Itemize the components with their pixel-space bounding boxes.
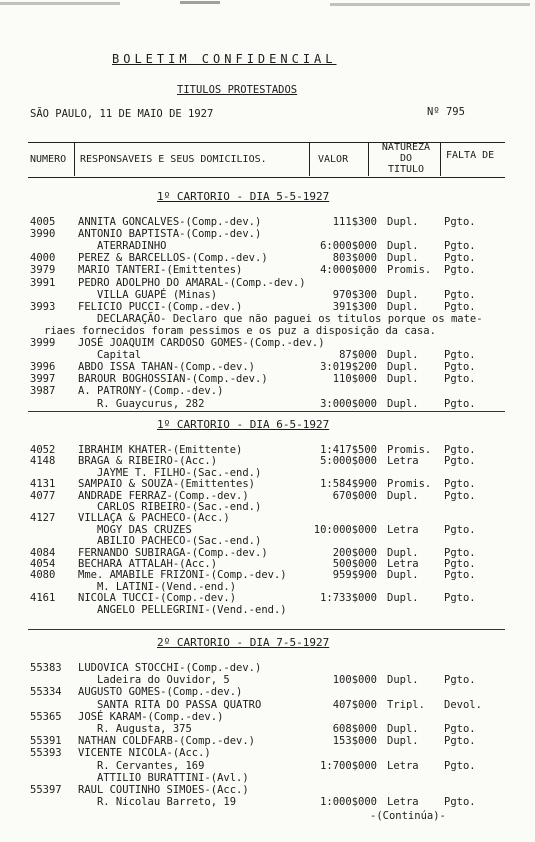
- row-number: 55393: [30, 747, 62, 760]
- row-number: 3991: [30, 276, 56, 289]
- row-falta: Pgto.: [444, 444, 476, 456]
- row-natureza: Dupl.: [387, 723, 419, 735]
- row-responsavel: IBRAHIM KHATER-(Emittente): [78, 444, 243, 456]
- row-falta: Pgto.: [444, 759, 476, 772]
- header-natureza: NATUREZA DO TITULO: [381, 142, 431, 175]
- row-responsavel: PEDRO ADOLPHO DO AMARAL-(Comp.-dev.): [78, 276, 306, 289]
- row-responsavel: ANNITA GONCALVES-(Comp.-dev.): [78, 216, 262, 228]
- row-responsavel: MOGY DAS CRUZES: [78, 523, 192, 536]
- row-number: 4052: [30, 444, 56, 456]
- row-valor: 1:417$500: [320, 444, 377, 456]
- row-responsavel: NICOLA TUCCI-(Comp.-dev.): [78, 592, 237, 605]
- row-responsavel: R. Cervantes, 169: [78, 759, 205, 772]
- row-responsavel: M. LATINI-(Vend.-end.): [78, 580, 237, 593]
- row-valor: 10:000$000: [313, 523, 377, 536]
- row-valor: 200$000: [332, 546, 377, 559]
- row-valor: 670$000: [332, 489, 377, 502]
- scan-edge-noise: [0, 0, 535, 10]
- row-natureza: Letra: [387, 455, 419, 468]
- row-falta: Pgto.: [444, 288, 476, 301]
- row-number: 4161: [30, 592, 56, 605]
- row-falta: Pgto.: [444, 252, 476, 265]
- row-falta: Pgto.: [444, 373, 476, 386]
- row-natureza: Dupl.: [387, 569, 419, 582]
- row-responsavel: SANTA RITA DO PASSA QUATRO: [78, 698, 262, 711]
- row-responsavel: RAUL COUTINHO SIMOES-(Acc.): [78, 784, 249, 796]
- document-title: BOLETIM CONFIDENCIAL: [112, 52, 337, 66]
- row-natureza: Dupl.: [387, 489, 419, 502]
- row-natureza: Letra: [387, 558, 419, 570]
- row-natureza: Dupl.: [387, 373, 419, 386]
- row-valor: 110$000: [332, 373, 377, 386]
- row-falta: Pgto.: [444, 569, 476, 582]
- row-number: 4000: [30, 252, 56, 265]
- row-falta: Pgto.: [444, 397, 476, 410]
- row-number: 4077: [30, 489, 56, 502]
- continua-note: -(Continúa)-: [370, 810, 446, 822]
- row-falta: Pgto.: [444, 349, 476, 362]
- row-responsavel: AUGUSTO GOMES-(Comp.-dev.): [78, 686, 243, 699]
- row-number: 55383: [30, 662, 62, 674]
- row-falta: Pgto.: [444, 478, 476, 491]
- header-numero: NUMERO: [30, 154, 67, 165]
- row-valor: 3:019$200: [320, 361, 377, 374]
- row-falta: Pgto.: [444, 455, 476, 468]
- row-responsavel: Ladeira do Ouvidor, 5: [78, 674, 230, 687]
- row-valor: 111$300: [332, 216, 377, 228]
- section-heading: 2º CARTORIO - DIA 7-5-1927: [157, 636, 330, 649]
- row-responsavel: JAYME T. FILHO-(Sac.-end.): [78, 466, 262, 479]
- row-responsavel: BRAGA & RIBEIRO-(Acc.): [78, 455, 218, 468]
- row-falta: Pgto.: [444, 361, 476, 374]
- row-responsavel: ANGELO PELLEGRINI-(Vend.-end.): [78, 603, 287, 616]
- row-responsavel: PEREZ & BARCELLOS-(Comp.-dev.): [78, 252, 268, 265]
- row-responsavel: ABDO ISSA TAHAN-(Comp.-dev.): [78, 361, 256, 374]
- row-valor: 1:700$000: [320, 759, 377, 772]
- row-valor: 1:000$000: [320, 796, 377, 809]
- header-divider: [309, 142, 310, 176]
- row-natureza: Promis.: [387, 264, 432, 277]
- row-valor: 959$900: [332, 569, 377, 582]
- section-rule: [28, 629, 505, 630]
- row-falta: Pgto.: [444, 546, 476, 559]
- header-falta: FALTA DE: [446, 150, 495, 161]
- row-responsavel: ATTILIO BURATTINI-(Avl.): [78, 771, 249, 784]
- row-falta: Pgto.: [444, 300, 476, 313]
- row-responsavel: ATERRADINHO: [78, 240, 167, 253]
- row-natureza: Dupl.: [387, 674, 419, 687]
- row-number: 4005: [30, 216, 56, 228]
- row-natureza: Dupl.: [387, 252, 419, 265]
- section-rule: [28, 411, 505, 412]
- row-natureza: Letra: [387, 796, 419, 809]
- row-number: 3996: [30, 361, 56, 374]
- row-falta: Pgto.: [444, 216, 476, 228]
- row-falta: Devol.: [444, 698, 482, 711]
- header-responsaveis: RESPONSAVEIS E SEUS DOMICILIOS.: [80, 154, 267, 165]
- row-number: 4131: [30, 478, 56, 491]
- row-responsavel: JOSÉ KARAM-(Comp.-dev.): [78, 710, 224, 723]
- row-responsavel: Capital: [78, 349, 142, 362]
- row-valor: 5:000$000: [320, 455, 377, 468]
- row-falta: Pgto.: [444, 592, 476, 605]
- section-heading: 1º CARTORIO - DIA 5-5-1927: [157, 190, 330, 203]
- issue-number: Nº 795: [427, 106, 465, 118]
- row-valor: 500$000: [332, 558, 377, 570]
- row-number: 4084: [30, 546, 56, 559]
- row-responsavel: R. Augusta, 375: [78, 723, 192, 735]
- row-responsavel: R. Nicolau Barreto, 19: [78, 796, 237, 809]
- row-falta: Pgto.: [444, 264, 476, 277]
- row-responsavel: BECHARA ATTALAH-(Acc.): [78, 558, 218, 570]
- row-valor: 970$300: [332, 288, 377, 301]
- row-responsavel: ANTONIO BAPTISTA-(Comp.-dev.): [78, 228, 262, 241]
- row-valor: 100$000: [332, 674, 377, 687]
- row-falta: Pgto.: [444, 558, 476, 570]
- row-number: 4080: [30, 569, 56, 582]
- header-divider: [440, 142, 441, 176]
- row-responsavel: ANDRADE FERRAZ-(Comp.-dev.): [78, 489, 249, 502]
- row-natureza: Letra: [387, 523, 419, 536]
- row-natureza: Dupl.: [387, 735, 419, 748]
- row-responsavel: A. PATRONY-(Comp.-dev.): [78, 385, 224, 398]
- header-valor: VALOR: [318, 154, 349, 165]
- row-natureza: Dupl.: [387, 288, 419, 301]
- row-valor: 608$000: [332, 723, 377, 735]
- row-valor: 803$000: [332, 252, 377, 265]
- date-line: SÃO PAULO, 11 DE MAIO DE 1927: [30, 108, 214, 120]
- row-natureza: Promis.: [387, 444, 432, 456]
- row-responsavel: VICENTE NICOLA-(Acc.): [78, 747, 211, 760]
- row-falta: Pgto.: [444, 735, 476, 748]
- header-divider: [368, 142, 369, 176]
- section-heading: 1º CARTORIO - DIA 6-5-1927: [157, 418, 330, 431]
- row-number: 4148: [30, 455, 56, 468]
- row-number: 3997: [30, 373, 56, 386]
- row-natureza: Tripl.: [387, 698, 425, 711]
- row-falta: Pgto.: [444, 240, 476, 253]
- row-falta: Pgto.: [444, 674, 476, 687]
- row-valor: 1:584$900: [320, 478, 377, 491]
- row-responsavel: VILLAÇA & PACHECO-(Acc.): [78, 512, 230, 525]
- row-number: 55365: [30, 710, 62, 723]
- row-responsavel: FELICIO PUCCI-(Comp.-dev.): [78, 300, 243, 313]
- row-natureza: Dupl.: [387, 361, 419, 374]
- row-number: 3979: [30, 264, 56, 277]
- row-responsavel: ABILIO PACHECO-(Sac.-end.): [78, 535, 262, 548]
- row-valor: 87$000: [339, 349, 377, 362]
- row-number: 55391: [30, 735, 62, 748]
- row-responsavel: BAROUR BOGHOSSIAN-(Comp.-dev.): [78, 373, 268, 386]
- row-number: 55397: [30, 784, 62, 796]
- row-natureza: Dupl.: [387, 397, 419, 410]
- row-natureza: Dupl.: [387, 216, 419, 228]
- row-number: 55334: [30, 686, 62, 699]
- row-number: 4054: [30, 558, 56, 570]
- row-responsavel: JOSÉ JOAQUIM CARDOSO GOMES-(Comp.-dev.): [78, 337, 325, 349]
- row-number: 4127: [30, 512, 56, 525]
- row-natureza: Dupl.: [387, 592, 419, 605]
- row-natureza: Letra: [387, 759, 419, 772]
- row-natureza: Dupl.: [387, 546, 419, 559]
- row-natureza: Dupl.: [387, 349, 419, 362]
- row-responsavel: NATHAN COLDFARB-(Comp.-dev.): [78, 735, 256, 748]
- row-natureza: Dupl.: [387, 240, 419, 253]
- row-responsavel: MARIO TANTERI-(Emittentes): [78, 264, 243, 277]
- row-responsavel: riaes fornecidos foram pessimos e os puz a disposição da casa.: [44, 324, 436, 337]
- row-valor: 4:000$000: [320, 264, 377, 277]
- header-divider: [74, 142, 75, 176]
- row-valor: 153$000: [332, 735, 377, 748]
- row-natureza: Dupl.: [387, 300, 419, 313]
- row-responsavel: R. Guaycurus, 282: [78, 397, 205, 410]
- row-responsavel: Mme. AMABILE FRIZONI-(Comp.-dev.): [78, 569, 287, 582]
- row-valor: 1:733$000: [320, 592, 377, 605]
- row-number: 3999: [30, 337, 56, 349]
- row-valor: 407$000: [332, 698, 377, 711]
- row-responsavel: LUDOVICA STOCCHI-(Comp.-dev.): [78, 662, 262, 674]
- row-falta: Pgto.: [444, 489, 476, 502]
- document-subtitle: TITULOS PROTESTADOS: [177, 84, 298, 96]
- row-responsavel: SAMPAIO & SOUZA-(Emittentes): [78, 478, 256, 491]
- row-responsavel: FERNANDO SUBIRAGA-(Comp.-dev.): [78, 546, 268, 559]
- row-valor: 391$300: [332, 300, 377, 313]
- row-natureza: Promis.: [387, 478, 432, 491]
- row-falta: Pgto.: [444, 523, 476, 536]
- row-number: 3993: [30, 300, 56, 313]
- row-responsavel: VILLA GUAPÉ (Minas): [78, 288, 218, 301]
- row-falta: Pgto.: [444, 723, 476, 735]
- row-number: 3987: [30, 385, 56, 398]
- row-responsavel: DECLARAÇÃO- Declaro que não paguei os titulos porque os mate-: [78, 312, 483, 325]
- row-valor: 6:000$000: [320, 240, 377, 253]
- row-responsavel: CARLOS RIBEIRO-(Sac.-end.): [78, 501, 262, 513]
- row-number: 3990: [30, 228, 56, 241]
- row-falta: Pgto.: [444, 796, 476, 809]
- row-valor: 3:000$000: [320, 397, 377, 410]
